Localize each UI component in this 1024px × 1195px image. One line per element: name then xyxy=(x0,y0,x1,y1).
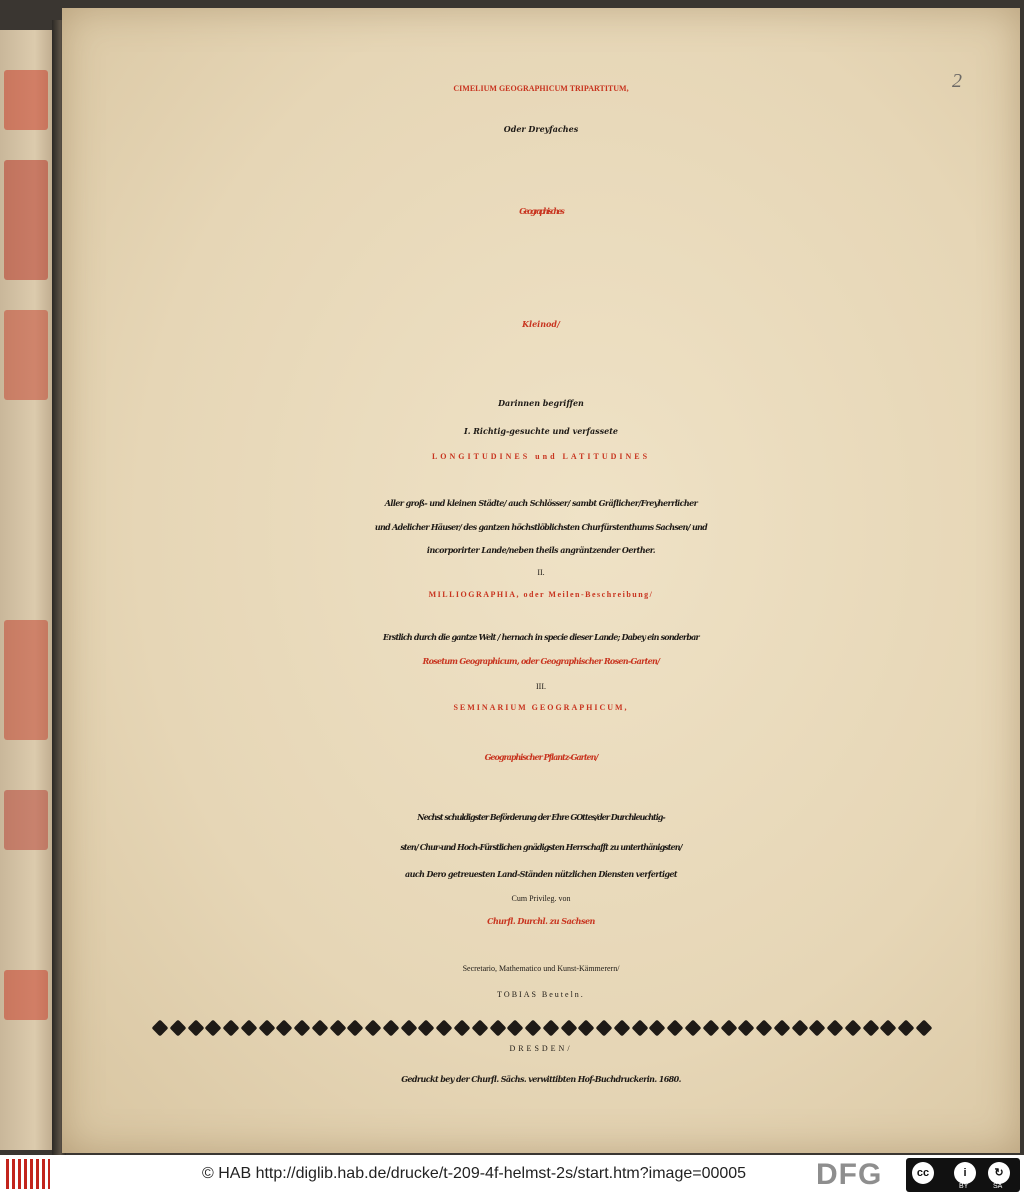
ornamental-rule xyxy=(154,1017,930,1039)
elector-name: Churfl. Durchl. zu Sachsen xyxy=(487,916,595,926)
facing-page-edge xyxy=(0,30,58,1150)
title-page xyxy=(62,8,1020,1153)
bleed-mark xyxy=(4,310,48,400)
dedication-a: Nechst schuldigster Beförderung der Ehre GOttes/der Durchleuchtig- xyxy=(417,812,665,822)
part-1-title: LONGITUDINES und LATITUDINES xyxy=(431,452,651,461)
dfg-logo: DFG xyxy=(816,1158,883,1191)
part-2-numeral: II. xyxy=(537,568,545,577)
part-1-heading: I. Richtig-gesuchte und verfassete xyxy=(463,426,619,436)
sa-icon: ↻ xyxy=(988,1162,1010,1184)
title-oder: Oder Dreyfaches xyxy=(503,124,579,134)
imprint-place: DRESDEN/ xyxy=(509,1044,573,1053)
part-3-numeral: III. xyxy=(536,682,546,691)
part-2-rosetum: Rosetum Geographicum, oder Geographischer Rosen-Garten/ xyxy=(422,656,660,666)
part-1-text-c: incorporirter Lande/neben theils angräntzender Oerther. xyxy=(426,545,656,555)
cc-sa-label: SA xyxy=(993,1183,1003,1190)
footer-bar xyxy=(0,1155,1024,1195)
by-icon: i xyxy=(954,1162,976,1184)
bleed-mark xyxy=(4,970,48,1020)
part-2-title: MILLIOGRAPHIA, oder Meilen-Beschreibung/ xyxy=(428,590,654,599)
part-1-text-b: und Adelicher Häuser/ des gantzen höchstlöblichsten Churfürstenthums Sachsen/ und xyxy=(374,522,708,532)
part-1-text-a: Aller groß- und kleinen Städte/ auch Schlösser/ sambt Gräflicher/Freyherrlicher xyxy=(384,498,698,508)
title-latin: CIMELIUM GEOGRAPHICUM TRIPARTITUM, xyxy=(453,84,629,93)
title-main-kleinod: Kleinod/ xyxy=(522,319,560,329)
part-2-text: Erstlich durch die gantze Welt / hernach in specie dieser Lande; Dabey ein sonderbar xyxy=(383,632,699,642)
copyright-credit[interactable]: © HAB http://diglib.hab.de/drucke/t-209-4f-helmst-2s/start.htm?image=00005 xyxy=(202,1165,747,1182)
subtitle-darinnen: Darinnen begriffen xyxy=(498,398,584,408)
part-3-title: SEMINARIUM GEOGRAPHICUM, xyxy=(453,703,629,712)
bleed-mark xyxy=(4,620,48,740)
imprint-printer: Gedruckt bey der Churfl. Sächs. verwittibten Hof-Buchdruckerin. 1680. xyxy=(401,1074,681,1084)
cc-license-badge[interactable] xyxy=(906,1158,1020,1192)
bleed-mark xyxy=(4,70,48,130)
dedication-c: auch Dero getreuesten Land-Ständen nützlichen Diensten verfertiget xyxy=(405,869,677,879)
cc-icon: cc xyxy=(912,1162,934,1184)
page-number-mark: 2 xyxy=(952,70,962,92)
bleed-mark xyxy=(4,160,48,280)
title-main-geographisches: Geographisches xyxy=(519,206,563,216)
privilege-line: Cum Privileg. von xyxy=(511,894,571,903)
dedication-b: sten/ Chur-und Hoch-Fürstlichen gnädigsten Herrschafft zu unterthänigsten/ xyxy=(400,842,682,852)
author-name: TOBIAS Beuteln. xyxy=(497,990,585,999)
cc-by-label: BY xyxy=(959,1183,969,1190)
part-3-subtitle: Geographischer Pflantz-Garten/ xyxy=(484,752,598,762)
barcode-icon xyxy=(6,1159,50,1189)
author-titles: Secretario, Mathematico und Kunst-Kämmerern/ xyxy=(462,964,620,973)
bleed-mark xyxy=(4,790,48,850)
